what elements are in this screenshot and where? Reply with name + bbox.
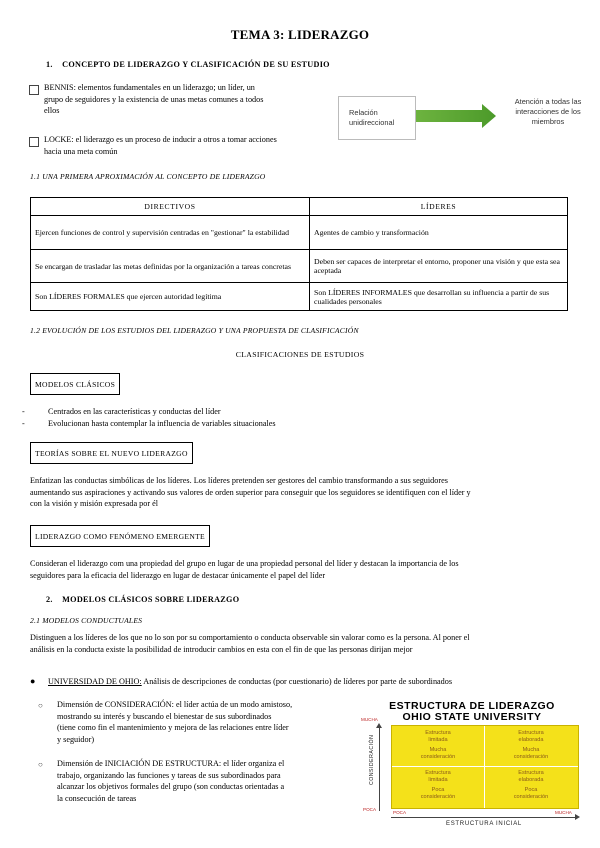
quadrant-text: elaborada: [518, 737, 544, 743]
x-axis-right-label: MUCHA: [555, 810, 572, 815]
modelos-clasicos-label: MODELOS CLÁSICOS: [30, 373, 120, 395]
bennis-checkbox[interactable]: [29, 85, 39, 95]
table-row: [31, 216, 568, 250]
emergente-text: [30, 558, 575, 581]
section-1-1-heading: 1.1 UNA PRIMERA APROXIMACIÓN AL CONCEPTO DE LIDERAZGO: [30, 172, 266, 181]
modelos-conductuales-intro: [30, 632, 575, 655]
table-header-lideres: LÍDERES: [310, 198, 568, 216]
circle-bullet-icon: ○: [38, 701, 43, 710]
interactions-line-3: miembros: [531, 117, 565, 126]
grid-divider-horizontal: [392, 766, 578, 767]
y-axis-line: [379, 725, 380, 811]
table-cell: Deben ser capaces de interpretar el entorno, proponer una visión y que esta sea aceptada: [310, 250, 568, 283]
relation-line-2: unidireccional: [349, 118, 395, 127]
consideracion-line-3: (tiene como fin el mantenimiento y mejora de las relaciones entre líder: [57, 723, 289, 732]
teorias-line-3: con la visión y misión expresada por él: [30, 499, 159, 508]
quadrant-text: Mucha: [522, 747, 540, 753]
interactions-text: [503, 97, 593, 127]
quadrant-text: consideración: [513, 794, 549, 800]
consideracion-line-4: y seguidor): [57, 734, 95, 744]
quadrant-top-right: [490, 730, 572, 760]
table-cell: Son LÍDERES FORMALES que ejercen autoridad legítima: [31, 283, 310, 311]
quadrant-text: limitada: [428, 777, 448, 783]
bullet-dot-icon: ●: [30, 676, 36, 686]
quadrant-top-left: [397, 730, 479, 760]
quadrant-text: Poca: [431, 787, 445, 793]
iniciacion-line-4: la consecución de tareas: [57, 793, 137, 803]
quadrant-text: Mucha: [429, 747, 447, 753]
x-axis-line: [391, 817, 577, 818]
classifications-subtitle: CLASIFICACIONES DE ESTUDIOS: [235, 350, 365, 359]
ohio-bullet: [30, 676, 575, 688]
bennis-line-2: grupo de seguidores y la existencia de unas metas comunes a todos: [44, 94, 264, 104]
y-axis-top-label: MUCHA: [361, 717, 378, 722]
table-cell: Son LÍDERES INFORMALES que desarrollan su influencia a partir de sus cualidades personales: [310, 283, 568, 311]
list-item: - Centrados en las características y conductas del líder: [48, 406, 448, 418]
ohio-text: Análisis de descripciones de conductas (por cuestionario) de líderes por parte de subordinados: [141, 677, 453, 686]
teorias-line-2: aumentando sus aspiraciones y activando sus valores de orden superior para conseguir que los seguidores se identifiquen con el líder y: [30, 487, 471, 497]
locke-line-1: LOCKE: el liderazgo es un proceso de inducir a otros a tomar acciones: [44, 135, 277, 144]
x-axis-left-label: POCA: [393, 810, 407, 815]
x-axis-arrow-icon: [575, 814, 580, 820]
quadrant-text: Poca: [524, 787, 538, 793]
modelos-clasicos-list: [48, 406, 448, 429]
directivos-lideres-table: [30, 197, 568, 311]
iniciacion-line-1: Dimensión de INICIACIÓN DE ESTRUCTURA: el líder organiza el: [57, 759, 285, 768]
intro-line-2: análisis en la conducta existe la posibilidad de introducir cambios en esta con el fin de que las personas dirijan mejor: [30, 644, 413, 654]
quadrant-text: consideración: [420, 754, 456, 760]
consideracion-line-1: Dimensión de CONSIDERACIÓN: el líder actúa de un modo amistoso,: [57, 700, 293, 709]
table-header-directivos: DIRECTIVOS: [31, 198, 310, 216]
teorias-nuevo-liderazgo-label: TEORÍAS SOBRE EL NUEVO LIDERAZGO: [30, 442, 193, 464]
figure-title-line-2: OHIO STATE UNIVERSITY: [402, 711, 542, 723]
consideracion-text: [57, 699, 352, 745]
table-row: [31, 250, 568, 283]
iniciacion-text: [57, 758, 352, 804]
teorias-text: [30, 475, 575, 510]
quadrant-text: Estructura: [518, 730, 544, 736]
locke-line-2: hacia una meta común: [44, 146, 118, 156]
interactions-line-2: interacciones de los: [515, 107, 581, 116]
unidirectional-relation-box: [338, 96, 416, 140]
x-axis-label: ESTRUCTURA INICIAL: [446, 821, 522, 827]
quadrant-bottom-left: [397, 770, 479, 800]
quadrant-text: elaborada: [518, 777, 544, 783]
table-cell: Ejercen funciones de control y supervisión centradas en "gestionar" la estabilidad: [31, 216, 310, 250]
iniciacion-line-3: alcanzar los objetivos formales del grupo (son conductas orientadas a: [57, 782, 285, 791]
table-row: [31, 283, 568, 311]
bennis-line-1: BENNIS: elementos fundamentales en un liderazgo; un líder, un: [44, 83, 255, 92]
ohio-label: UNIVERSIDAD DE OHIO:: [48, 677, 142, 686]
section-2-1-heading: 2.1 MODELOS CONDUCTUALES: [30, 616, 143, 625]
list-item: - Evolucionan hasta contemplar la influencia de variables situacionales: [48, 418, 448, 430]
relation-line-1: Relación: [349, 108, 378, 117]
interactions-line-1: Atención a todas las: [514, 97, 582, 106]
y-axis-label: CONSIDERACIÓN: [369, 734, 375, 785]
table-cell: Agentes de cambio y transformación: [310, 216, 568, 250]
page-title: TEMA 3: LIDERAZGO: [230, 27, 370, 42]
teorias-line-1: Enfatizan las conductas simbólicas de los líderes. Los líderes pretenden ser gestores del cambio transformando a sus seguidores: [30, 476, 448, 485]
table-cell: Se encargan de trasladar las metas definidas por la organización a tareas concretas: [31, 250, 310, 283]
bennis-text: [44, 82, 314, 117]
table-header-row: [31, 198, 568, 216]
grid-divider-vertical: [484, 726, 485, 808]
emergente-line-1: Consideran el liderazgo com una propiedad del grupo en lugar de una propiedad personal del líder y destacan la importancia de los: [30, 559, 459, 568]
bennis-line-3: ellos: [44, 106, 60, 115]
quadrant-text: Estructura: [425, 730, 451, 736]
locke-checkbox[interactable]: [29, 137, 39, 147]
section-1-heading: 1. CONCEPTO DE LIDERAZGO Y CLASIFICACIÓN DE SU ESTUDIO: [46, 60, 330, 69]
ohio-state-figure: [357, 697, 587, 833]
y-axis-bottom-label: POCA: [363, 807, 377, 812]
figure-title-line-1: ESTRUCTURA DE LIDERAZGO: [389, 700, 555, 712]
quadrant-text: Estructura: [425, 770, 451, 776]
locke-text: [44, 134, 324, 157]
emergente-line-2: seguidores para la eficacia del liderazgo en lugar de destacar únicamente el papel del líder: [30, 570, 326, 580]
consideracion-line-2: mostrando su interés y buscando el bienestar de sus subordinados: [57, 711, 272, 721]
y-axis-arrow-icon: [376, 723, 382, 728]
quadrant-text: limitada: [428, 737, 448, 743]
green-arrow-icon: [416, 104, 496, 128]
iniciacion-line-2: trabajo, organizando las funciones y tareas de sus subordinados para: [57, 770, 281, 780]
intro-line-1: Distinguen a los líderes de los que no lo son por su comportamiento o conducta observable sin valorar como es la persona. Al poner el: [30, 633, 470, 642]
circle-bullet-icon: ○: [38, 760, 43, 769]
quadrant-text: Estructura: [518, 770, 544, 776]
quadrant-text: consideración: [513, 754, 549, 760]
quadrant-text: consideración: [420, 794, 456, 800]
fenomeno-emergente-label: LIDERAZGO COMO FENÓMENO EMERGENTE: [30, 525, 210, 547]
section-2-heading: 2. MODELOS CLÁSICOS SOBRE LIDERAZGO: [46, 595, 240, 604]
figure-title: [357, 701, 587, 723]
quadrant-bottom-right: [490, 770, 572, 800]
section-1-2-heading: 1.2 EVOLUCIÓN DE LOS ESTUDIOS DEL LIDERAZGO Y UNA PROPUESTA DE CLASIFICACIÓN: [30, 326, 359, 335]
